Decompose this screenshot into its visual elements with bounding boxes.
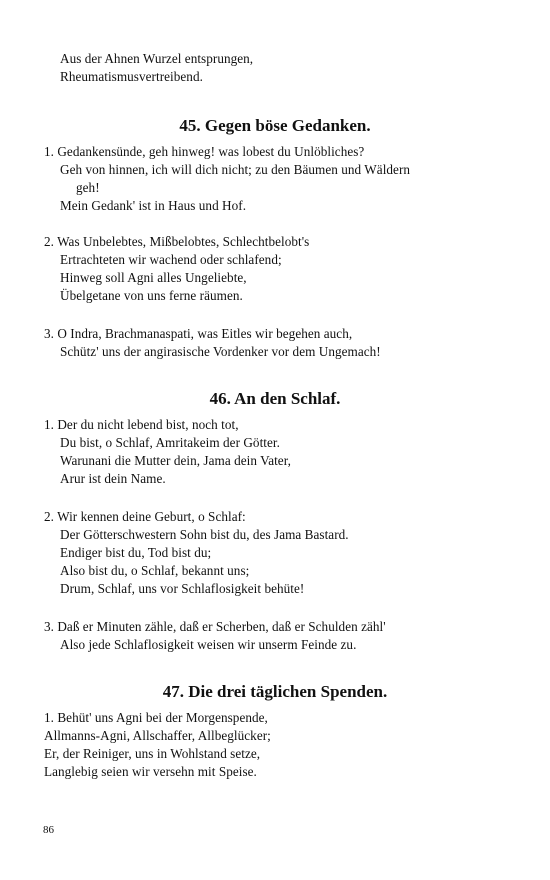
verse-line: Also bist du, o Schlaf, bekannt uns;: [60, 563, 250, 578]
verse-line: geh!: [76, 180, 100, 195]
verse-line: Warunani die Mutter dein, Jama dein Vater,: [60, 453, 291, 468]
verse-line: 1. Behüt' uns Agni bei der Morgenspende,: [44, 710, 268, 725]
verse-line: Du bist, o Schlaf, Amritakeim der Götter.: [60, 435, 280, 450]
section-title: 45. Gegen böse Gedanken.: [179, 116, 371, 135]
verse-line: Schütz' uns der angirasische Vordenker vor dem Ungemach!: [60, 344, 381, 359]
verse-line: Geh von hinnen, ich will dich nicht; zu den Bäumen und Wäldern: [60, 162, 411, 177]
verse-line: Ertrachteten wir wachend oder schlafend;: [60, 252, 282, 267]
verse-line: Übelgetane von uns ferne räumen.: [60, 288, 243, 303]
verse-line: Drum, Schlaf, uns vor Schlaflosigkeit behüte!: [60, 581, 305, 596]
verse-line: 1. Der du nicht lebend bist, noch tot,: [44, 417, 239, 432]
verse-line: Allmanns-Agni, Allschaffer, Allbeglücker;: [44, 728, 271, 743]
verse-line: 3. O Indra, Brachmanaspati, was Eitles wir begehen auch,: [44, 326, 353, 341]
page-number: 86: [43, 824, 54, 836]
section-title: 47. Die drei täglichen Spenden.: [162, 682, 388, 701]
verse-line: Endiger bist du, Tod bist du;: [60, 545, 212, 560]
verse-line: Aus der Ahnen Wurzel entsprungen,: [60, 51, 254, 66]
verse-line: 3. Daß er Minuten zähle, daß er Scherben, daß er Schulden zähl': [44, 619, 386, 634]
section-title: 46. An den Schlaf.: [209, 389, 341, 408]
verse-line: 1. Gedankensünde, geh hinweg! was lobest du Unlöbliches?: [44, 144, 365, 159]
verse-line: Hinweg soll Agni alles Ungeliebte,: [60, 270, 247, 285]
verse-line: Er, der Reiniger, uns in Wohlstand setze,: [44, 746, 261, 761]
verse-line: Mein Gedank' ist in Haus und Hof.: [60, 198, 247, 213]
verse-line: Also jede Schlaflosigkeit weisen wir unserm Feinde zu.: [60, 637, 357, 652]
verse-line: Rheumatismusvertreibend.: [60, 69, 203, 84]
verse-line: Der Götterschwestern Sohn bist du, des Jama Bastard.: [60, 527, 349, 542]
verse-line: Langlebig seien wir versehn mit Speise.: [44, 764, 257, 779]
verse-line: 2. Was Unbelebtes, Mißbelobtes, Schlechtbelobt's: [44, 234, 310, 249]
verse-line: Arur ist dein Name.: [60, 471, 166, 486]
verse-line: 2. Wir kennen deine Geburt, o Schlaf:: [44, 509, 246, 524]
